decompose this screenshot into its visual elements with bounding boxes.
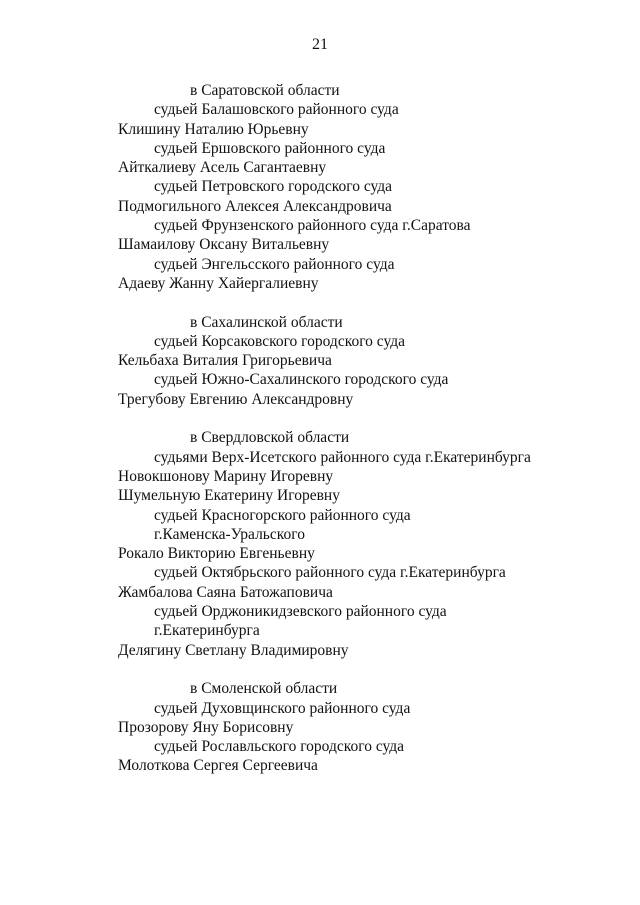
court-line: судьей Фрунзенского районного суда г.Саратова <box>154 217 471 235</box>
section-gap <box>118 293 618 312</box>
section-gap <box>118 409 618 428</box>
region-heading: в Смоленской области <box>190 680 338 698</box>
judge-name: Делягину Светлану Владимировну <box>118 641 349 659</box>
court-line: судьей Энгельсского районного суда <box>154 255 395 273</box>
court-line: судьей Корсаковского городского суда <box>154 332 406 350</box>
region-heading: в Сахалинской области <box>190 313 343 331</box>
court-line: судьей Орджоникидзевского районного суда <box>154 603 447 621</box>
court-line: судьей Рославльского городского суда <box>154 738 405 756</box>
judge-name: Клишину Наталию Юрьевну <box>118 120 309 138</box>
court-line: судьей Балашовского районного суда <box>154 101 399 119</box>
judge-name: Адаеву Жанну Хайергалиевну <box>118 274 319 292</box>
judge-name: Прозорову Яну Борисовну <box>118 718 294 736</box>
court-line: судьей Ершовского районного суда <box>154 139 386 157</box>
judge-name: Кельбаха Виталия Григорьевича <box>118 352 332 370</box>
judge-name: Жамбалова Саяна Батожаповича <box>118 583 333 601</box>
judge-name: Трегубову Евгению Александровну <box>118 390 354 408</box>
section-gap <box>118 660 618 679</box>
court-line: судьей Петровского городского суда <box>154 178 393 196</box>
court-line: судьей Духовщинского районного суда <box>154 699 411 717</box>
page-number: 21 <box>312 36 328 53</box>
court-line: г.Каменска-Уральского <box>154 525 305 543</box>
judge-name: Шумельную Екатерину Игоревну <box>118 487 340 505</box>
judge-name: Рокало Викторию Евгеньевну <box>118 545 315 563</box>
document-body <box>118 81 618 776</box>
court-line: судьей Красногорского районного суда <box>154 506 411 524</box>
court-line: г.Екатеринбурга <box>154 622 260 640</box>
court-line: судьей Южно-Сахалинского городского суда <box>154 371 449 389</box>
judge-name: Новокшонову Марину Игоревну <box>118 467 334 485</box>
court-line: судьями Верх-Исетского районного суда г.Екатеринбурга <box>154 448 531 466</box>
judge-name: Подмогильного Алексея Александровича <box>118 197 392 215</box>
judge-name: Молоткова Сергея Сергеевича <box>118 757 318 775</box>
region-heading: в Саратовской области <box>190 82 340 99</box>
judge-name: Шамаилову Оксану Витальевну <box>118 236 330 254</box>
region-heading: в Свердловской области <box>190 429 350 447</box>
judge-name: Айткалиеву Асель Сагантаевну <box>118 159 327 177</box>
court-line: судьей Октябрьского районного суда г.Екатеринбурга <box>154 564 506 582</box>
